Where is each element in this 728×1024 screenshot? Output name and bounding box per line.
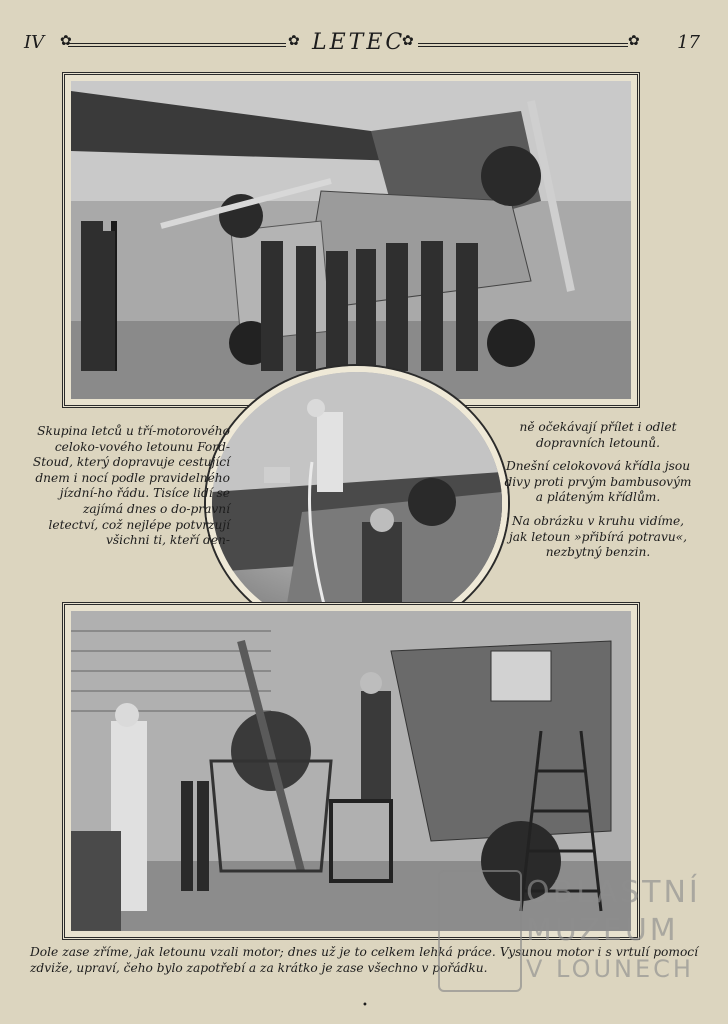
header-rule-right xyxy=(418,43,628,47)
ornament-icon: ✿ xyxy=(288,33,300,49)
caption-right-paragraph: ně očekávají přílet i odlet dopravních letounů. xyxy=(519,420,677,450)
caption-right-block xyxy=(504,420,692,569)
page-header xyxy=(0,18,728,58)
watermark-line: OBLASTNÍ xyxy=(526,875,701,910)
watermark-line: V LOUNECH xyxy=(526,955,694,983)
caption-bottom-text: Dole zase zříme, jak letounu vzali motor; dnes už je to celkem lehká práce. Vysunou motor i s vrtulí pomocí zdviže, upraví, čeho bylo zapotřebí a za krátko je zase všechno v pořádku. xyxy=(30,945,698,975)
refuelling-illustration xyxy=(212,372,502,634)
caption-left-text: Skupina letců u tří-motorového celoko-vového letounu Ford-Stoud, který dopravuje cestující dnem i nocí podle pravidelného jízdní-ho řádu. Tisíce lidí se zajímá dnes o do-pravní letectví, což nejlépe potvrzují všichni ti, kteří den- xyxy=(32,424,230,548)
section-number: IV xyxy=(24,32,45,53)
header-rule-left xyxy=(68,43,286,47)
ornament-icon: ✿ xyxy=(628,33,640,49)
caption-right-paragraph: Dnešní celokovová křídla jsou divy proti prvým bambusovým a pláteným křídlům. xyxy=(504,459,692,505)
magazine-title: LETEC xyxy=(312,30,406,55)
museum-watermark xyxy=(438,870,700,996)
circle-photo-refuelling xyxy=(206,366,508,640)
page-dot: • xyxy=(362,1000,368,1011)
museum-seal-icon xyxy=(438,870,522,992)
watermark-line: MUZEUM xyxy=(526,913,679,948)
caption-right-paragraph: Na obrázku v kruhu vidíme, jak letoun »přibírá potravu«, nezbytný benzin. xyxy=(508,513,688,560)
photo-crew-aircraft xyxy=(71,81,631,399)
ornament-icon: ✿ xyxy=(402,33,414,49)
ornament-icon: ✿ xyxy=(60,33,72,49)
top-photo-frame xyxy=(62,72,640,408)
page-number: 17 xyxy=(677,32,700,53)
plane-illustration xyxy=(71,81,631,399)
